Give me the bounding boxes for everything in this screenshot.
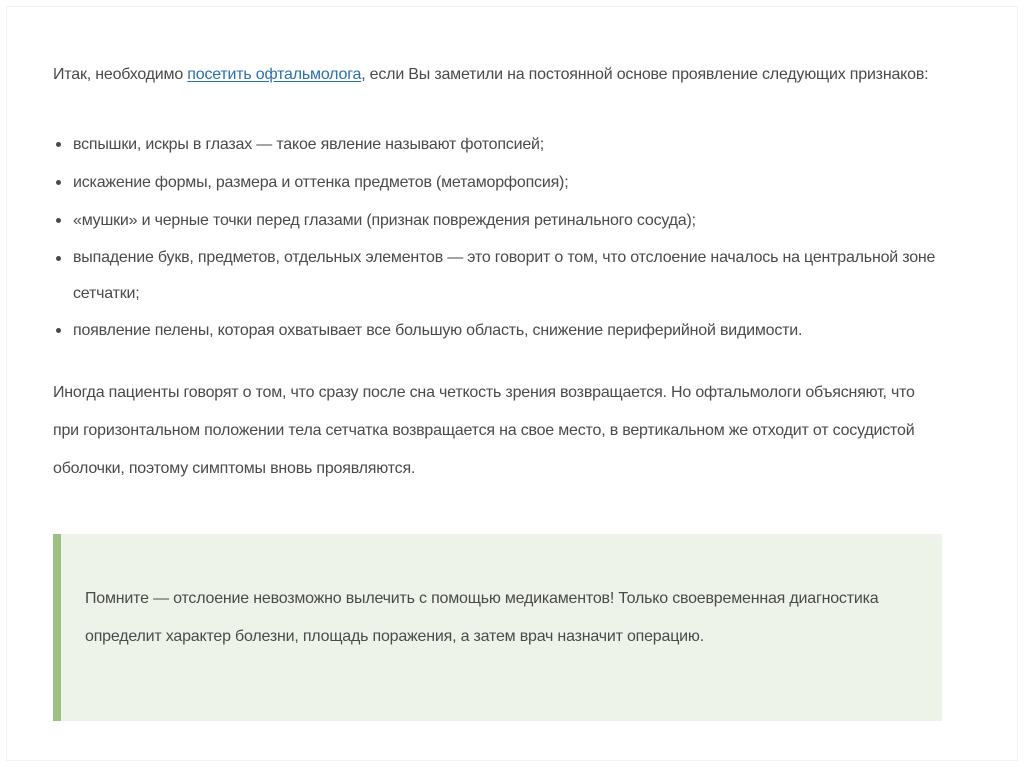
- warning-note-text: Помните — отслоение невозможно вылечить с помощью медикаментов! Только своевременная диагностика определит характер болезни, площадь поражения, а затем врач назначит операцию.: [85, 590, 879, 645]
- symptom-list-item: выпадение букв, предметов, отдельных элементов — это говорит о том, что отслоение началось на центральной зоне сетчатки;: [53, 240, 943, 312]
- intro-paragraph: [53, 62, 943, 96]
- symptom-list-item: искажение формы, размера и оттенка предметов (метаморфопсия);: [53, 164, 943, 202]
- symptom-list-item: вспышки, искры в глазах — такое явление называют фотопсией;: [53, 126, 943, 164]
- symptoms-list: [53, 126, 943, 350]
- warning-note-box: [53, 534, 942, 721]
- ophthalmologist-link[interactable]: посетить офтальмолога: [187, 66, 362, 83]
- symptom-list-item: «мушки» и черные точки перед глазами (признак повреждения ретинального сосуда);: [53, 202, 943, 240]
- intro-text-before-link: Итак, необходимо: [53, 66, 188, 83]
- intro-text-after-link: , если Вы заметили на постоянной основе проявление следующих признаков:: [361, 66, 929, 83]
- explanation-paragraph: Иногда пациенты говорят о том, что сразу после сна четкость зрения возвращается. Но офтальмологи объясняют, что при горизонтальном положении тела сетчатка возвращается на свое место, в вертикальном же отходит от сосудистой оболочки, поэтому симптомы вновь проявляются.: [53, 384, 915, 477]
- article-content: [53, 62, 943, 488]
- symptom-list-item: появление пелены, которая охватывает все большую область, снижение периферийной видимости.: [53, 312, 943, 350]
